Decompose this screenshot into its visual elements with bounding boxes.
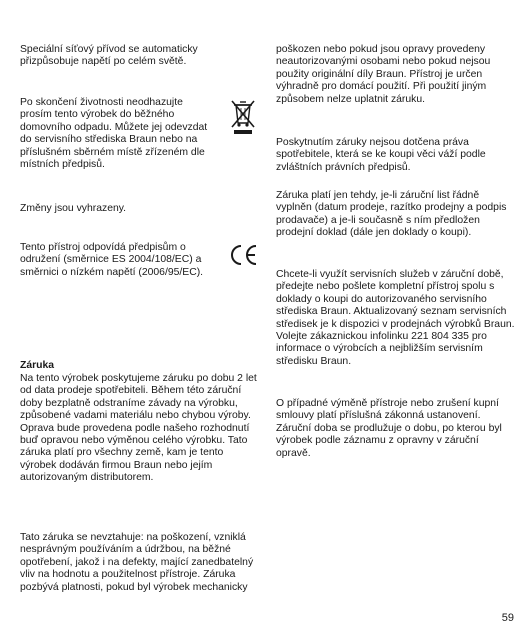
- exclusions-paragraph: Tato záruka se nevztahuje: na poškození, vzniklá nesprávným používáním a údržbou, na běžné opotřebení, jakož i na defekty, mající zanedbatelný vliv na hodnotu a použitelnost přístroje. Záruka pozbývá platnosti, pokud byl výrobek mechanicky: [20, 532, 254, 593]
- power-supply-paragraph: Speciální síťový přívod se automaticky přizpůsobuje napětí po celém světě.: [20, 44, 198, 68]
- service-paragraph: Chcete-li využít servisních služeb v záruční době, předejte nebo pošlete kompletní přístroj spolu s doklady o koupi do autorizovaného servisního střediska Braun. Aktualizovaný seznam servisních středisek je k dispozici v prodejnách výrobků Braun. Volejte zákaznickou infolinku 221 804 335 pro informace o výrobcích a nejbližším servisním středisku Braun.: [276, 269, 515, 367]
- warranty-paragraph: Na tento výrobek poskytujeme záruku po dobu 2 let od data prodeje spotřebiteli. Během této záruční doby bezplatně odstraníme závady na výrobku, způsobené vadami materiálu nebo chybou výroby. Oprava bude provedena podle našeho rozhodnutí buď opravou nebo výměnou celého výrobku. Tato záruka platí pro všechny země, kam je tento výrobek dodáván firmou Braun nebo jejím autorizovaným distributorem.: [20, 373, 257, 484]
- ce-mark-icon: [227, 243, 259, 267]
- disposal-paragraph: Po skončení životnosti neodhazujte prosím tento výrobek do běžného domovního odpadu. Můžete jej odevzdat do servisního střediska Braun nebo na příslušném sběrném místě zřízeném dle místních předpisů.: [20, 97, 208, 171]
- warranty-heading: Záruka: [20, 360, 55, 371]
- crossed-out-wheelie-bin-icon: [228, 97, 258, 137]
- compliance-paragraph: Tento přístroj odpovídá předpisům o odružení (směrnice ES 2004/108/EC) a směrnici o nízkém napětí (2006/95/EC).: [20, 242, 204, 278]
- warranty-continuation-paragraph: poškozen nebo pokud jsou opravy provedeny neautorizovanými osobami nebo pokud nejsou použity originální díly Braun. Přístroj je určen výhradně pro domácí použití. Při použití jiným způsobem nelze uplatnit záruku.: [276, 44, 491, 105]
- changes-reserved-paragraph: Změny jsou vyhrazeny.: [20, 203, 127, 214]
- page-number: 59: [501, 612, 514, 624]
- consumer-rights-paragraph: Poskytnutím záruky nejsou dotčena práva spotřebitele, která se ke koupi věci váží podle zvláštních právních předpisů.: [276, 137, 486, 173]
- replacement-paragraph: O případné výměně přístroje nebo zrušení kupní smlouvy platí příslušná zákonná ustanovení. Záruční doba se prodlužuje o dobu, po kterou byl výrobek podle záznamu z opravny v záruční opravě.: [276, 398, 502, 459]
- warranty-validity-paragraph: Záruka platí jen tehdy, je-li záruční list řádně vyplněn (datum prodeje, razítko prodejny a podpis prodavače) a je-li současně s ním předložen prodejní doklad (dále jen doklady o koupi).: [276, 190, 507, 239]
